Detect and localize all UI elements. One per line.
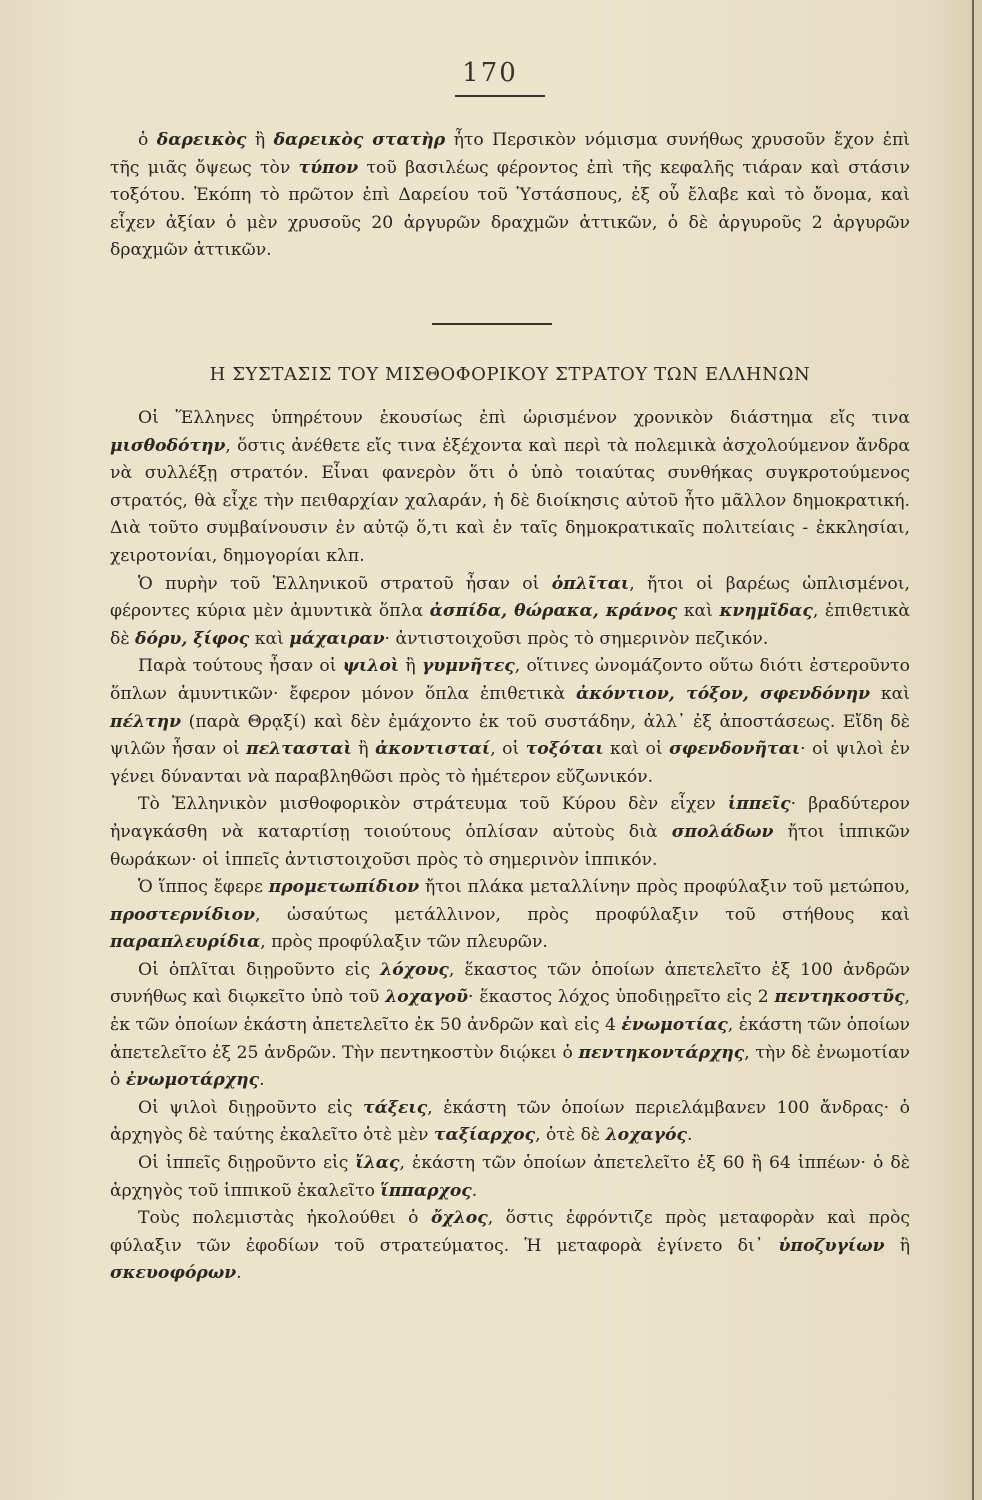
technical-term: ψιλοὶ bbox=[342, 656, 400, 677]
technical-term: τάξεις bbox=[363, 1097, 428, 1118]
technical-term: ἀσπίδα, θώρακα, κράνος bbox=[429, 601, 678, 622]
text-run: ἤτοι ἱππικῶν θωράκων· οἱ ἱππεῖς ἀντιστοιχοῦσι πρὸς τὸ σημερινὸν ἱππικόν. bbox=[110, 821, 910, 870]
text-run: ἢ bbox=[399, 656, 422, 677]
text-run: Παρὰ τούτους ἦσαν οἱ bbox=[138, 656, 343, 677]
text-run: , πρὸς προφύλαξιν τῶν πλευρῶν. bbox=[260, 932, 548, 953]
technical-term: μισθοδότην bbox=[110, 435, 226, 456]
technical-term: γυμνῆτες bbox=[421, 656, 515, 677]
text-run: , ὡσαύτως μετάλλινον, πρὸς προφύλαξιν τοῦ στήθους καὶ bbox=[255, 904, 910, 925]
text-run: , ἑκάστη τῶν ὁποίων περιελάμβανεν 100 ἄνδρας· ὁ ἀρχηγὸς δὲ ταύτης ἐκαλεῖτο ὁτὲ μὲν bbox=[110, 1097, 910, 1146]
technical-term: ἵππαρχος bbox=[380, 1180, 472, 1201]
text-run: Ὁ πυρὴν τοῦ Ἑλληνικοῦ στρατοῦ ἦσαν οἱ bbox=[138, 573, 552, 594]
paragraph bbox=[110, 653, 910, 791]
text-run: ἢ bbox=[246, 130, 274, 150]
technical-term: δαρεικὸς στατὴρ bbox=[273, 130, 446, 150]
text-run: . bbox=[236, 1263, 242, 1284]
text-run: καὶ bbox=[677, 601, 720, 622]
text-run: . bbox=[259, 1070, 265, 1091]
page-edge bbox=[972, 0, 974, 1500]
text-run: , ἐπιθετικὰ δὲ bbox=[110, 601, 910, 649]
text-run: , ἕκαστος τῶν ὁποίων ἀπετελεῖτο ἐξ 100 ἀνδρῶν συνήθως καὶ διῳκεῖτο ὑπὸ τοῦ bbox=[110, 959, 910, 1008]
technical-term: πεντηκοστῦς bbox=[774, 987, 905, 1008]
technical-term: ἱππεῖς bbox=[727, 794, 791, 815]
text-run: ἢ bbox=[351, 739, 376, 760]
technical-term: πελτασταὶ bbox=[246, 739, 352, 760]
header-rule bbox=[455, 95, 545, 97]
technical-term: ἀκοντισταί bbox=[375, 739, 491, 760]
technical-term: κνημῖδας bbox=[719, 601, 813, 622]
paragraph bbox=[110, 571, 910, 654]
section-heading: Η ΣΥΣΤΑΣΙΣ ΤΟΥ ΜΙΣΘΟΦΟΡΙΚΟΥ ΣΤΡΑΤΟΥ ΤΩΝ ΕΛΛΗΝΩΝ bbox=[209, 364, 811, 385]
paragraph bbox=[110, 1095, 910, 1150]
text-run: Τὸ Ἑλληνικὸν μισθοφορικὸν στράτευμα τοῦ Κύρου δὲν εἶχεν bbox=[138, 794, 728, 815]
technical-term: ὑποζυγίων bbox=[778, 1235, 885, 1256]
technical-term: λοχαγός bbox=[605, 1125, 687, 1146]
technical-term: παραπλευρίδια bbox=[110, 932, 261, 953]
footnote bbox=[110, 127, 910, 265]
text-run: Τοὺς πολεμιστὰς ἠκολούθει ὁ bbox=[138, 1208, 431, 1229]
paragraph bbox=[110, 1150, 910, 1205]
text-run: , τὴν δὲ ἐνωμοτίαν ὁ bbox=[110, 1042, 911, 1091]
text-run: ἦτο Περσικὸν νόμισμα συνήθως χρυσοῦν ἔχον ἐπὶ τῆς μιᾶς ὄψεως τὸν bbox=[110, 130, 910, 178]
text-run: Οἱ ὁπλῖται διῃροῦντο εἰς bbox=[138, 959, 381, 980]
text-run: , ἐκ τῶν ὁποίων ἑκάστη ἀπετελεῖτο ἐκ 50 ἀνδρῶν καὶ εἰς 4 bbox=[110, 987, 911, 1036]
text-run: . bbox=[471, 1180, 478, 1201]
text-run: · ἕκαστος λόχος ὑποδιῃρεῖτο εἰς 2 bbox=[468, 987, 775, 1008]
paragraph bbox=[110, 1205, 910, 1288]
technical-term: ὁπλῖται bbox=[551, 573, 630, 594]
text-run: (παρὰ Θρᾳξί) καὶ δὲν ἐμάχοντο ἐκ τοῦ συστάδην, ἀλλ᾽ ἐξ ἀποστάσεως. Εἴδη δὲ ψιλῶν ἦσαν οἱ bbox=[110, 711, 910, 760]
text-run: , ὅστις ἀνέθετε εἴς τινα ἐξέχοντα καὶ περὶ τὰ πολεμικὰ ἀσχολούμενον ἄνδρα νὰ συλλέξῃ στρατόν. Εἶναι φανερὸν ὅτι ὁ ὑπὸ τοιαύτας συνθήκας συγκροτούμενος στρατός, θὰ εἶχε τὴν πειθαρχίαν χαλαράν, ἡ δὲ διοίκησις αὐτοῦ ἦτο μᾶλλον δημοκρατική. Διὰ τοῦτο συμβαίνουσιν ἐν αὐτῷ ὅ,τι καὶ ἐν ταῖς δημοκρατικαῖς πολιτείαις - ἐκκλησίαι, χειροτονίαι, δημογορίαι κλπ. bbox=[110, 435, 910, 566]
technical-term: λόχους bbox=[380, 959, 449, 980]
technical-term: πεντηκοντάρχης bbox=[578, 1042, 745, 1063]
technical-term: τύπον bbox=[298, 157, 359, 178]
technical-term: ὄχλος bbox=[430, 1208, 488, 1229]
technical-term: πέλτην bbox=[110, 711, 182, 732]
technical-term: τοξόται bbox=[525, 739, 604, 760]
paragraph bbox=[110, 791, 910, 874]
technical-term: λοχαγοῦ bbox=[385, 987, 469, 1008]
text-run: ἤτοι πλάκα μεταλλίνην πρὸς προφύλαξιν τοῦ μετώπου, bbox=[419, 877, 910, 898]
text-run: Οἱ ψιλοὶ διῃροῦντο εἰς bbox=[138, 1097, 364, 1118]
text-run: , ἤτοι οἱ βαρέως ὡπλισμένοι, φέροντες κύρια μὲν ἀμυντικὰ ὅπλα bbox=[110, 573, 910, 622]
technical-term: δαρεικὸς bbox=[156, 130, 247, 150]
page-number: 170 bbox=[462, 58, 518, 88]
technical-term: δόρυ, ξίφος bbox=[135, 628, 250, 649]
text-run: καὶ οἱ bbox=[603, 739, 670, 760]
footnote-paragraph bbox=[110, 127, 910, 265]
technical-term: ἐνωμοτάρχης bbox=[125, 1070, 260, 1091]
text-run: Οἱ Ἕλληνες ὑπηρέτουν ἑκουσίως ἐπὶ ὡρισμένον χρονικὸν διάστημα εἴς τινα bbox=[138, 408, 910, 428]
text-run: τοῦ βασιλέως φέροντος ἐπὶ τῆς κεφαλῆς τιάραν καὶ στάσιν τοξότου. Ἐκόπη τὸ πρῶτον ἐπὶ Δαρείου τοῦ Ὑστάσπους, ἐξ οὗ ἔλαβε καὶ τὸ ὄνομα, καὶ εἶχεν ἀξίαν ὁ μὲν χρυσοῦς 20 ἀργυρῶν δραχμῶν ἀττικῶν, ὁ δὲ ἀργυροῦς 2 ἀργυρῶν δραχμῶν ἀττικῶν. bbox=[110, 157, 911, 261]
paragraph bbox=[110, 405, 910, 571]
text-run: , ὁτὲ δὲ bbox=[535, 1125, 606, 1146]
paragraph bbox=[110, 874, 910, 957]
text-run: , ἑκάστη τῶν ὁποίων ἀπετελεῖτο ἐξ 60 ἢ 64 ἱππέων· ὁ δὲ ἀρχηγὸς τοῦ ἱππικοῦ ἐκαλεῖτο bbox=[110, 1153, 910, 1201]
text-run: · ἀντιστοιχοῦσι πρὸς τὸ σημερινὸν πεζικόν. bbox=[384, 628, 769, 649]
technical-term: ἐνωμοτίας bbox=[621, 1015, 728, 1036]
technical-term: ταξίαρχος bbox=[433, 1125, 536, 1146]
section-divider bbox=[432, 323, 552, 325]
text-run: ἢ bbox=[884, 1235, 910, 1256]
technical-term: προστερνίδιον bbox=[110, 904, 256, 925]
section-body bbox=[110, 405, 910, 1288]
text-run: Ὁ ἵππος ἔφερε bbox=[138, 877, 269, 898]
technical-term: σφενδονῆται bbox=[669, 739, 801, 760]
paragraph bbox=[110, 957, 910, 1095]
text-run: , οἵτινες ὠνομάζοντο οὕτω διότι ἐστεροῦντο ὅπλων ἀμυντικῶν· ἔφερον μόνον ὅπλα ἐπιθετικὰ bbox=[110, 656, 910, 704]
text-run: καὶ bbox=[249, 628, 290, 649]
text-run: · βραδύτερον ἠναγκάσθη νὰ καταρτίσῃ τοιούτους ὁπλίσαν αὐτοὺς διὰ bbox=[110, 794, 910, 842]
text-run: . bbox=[686, 1125, 693, 1146]
text-run: ὁ bbox=[138, 130, 157, 150]
technical-term: ἴλας bbox=[355, 1153, 400, 1174]
text-run: , ἑκάστη τῶν ὁποίων ἀπετελεῖτο ἐξ 25 ἀνδρῶν. Τὴν πεντηκοστὺν διῴκει ὁ bbox=[110, 1015, 910, 1063]
technical-term: σκευοφόρων bbox=[110, 1263, 237, 1284]
text-run: Οἱ ἱππεῖς διῃροῦντο εἰς bbox=[138, 1153, 356, 1174]
text-run: καὶ bbox=[870, 683, 910, 704]
technical-term: ἀκόντιον, τόξον, σφενδόνην bbox=[575, 683, 871, 704]
technical-term: σπολάδων bbox=[671, 821, 774, 842]
technical-term: προμετωπίδιον bbox=[268, 877, 420, 898]
text-run: · οἱ ψιλοὶ ἐν γένει δύνανται νὰ παραβληθῶσι πρὸς τὸ ἡμέτερον εὔζωνικόν. bbox=[110, 739, 910, 787]
text-run: , ὅστις ἐφρόντιζε πρὸς μεταφορὰν καὶ πρὸς φύλαξιν τῶν ἐφοδίων τοῦ στρατεύματος. Ἡ μεταφορὰ ἐγίνετο δι᾽ bbox=[110, 1208, 910, 1256]
technical-term: μάχαιραν bbox=[289, 628, 385, 649]
text-run: , οἱ bbox=[490, 739, 526, 760]
